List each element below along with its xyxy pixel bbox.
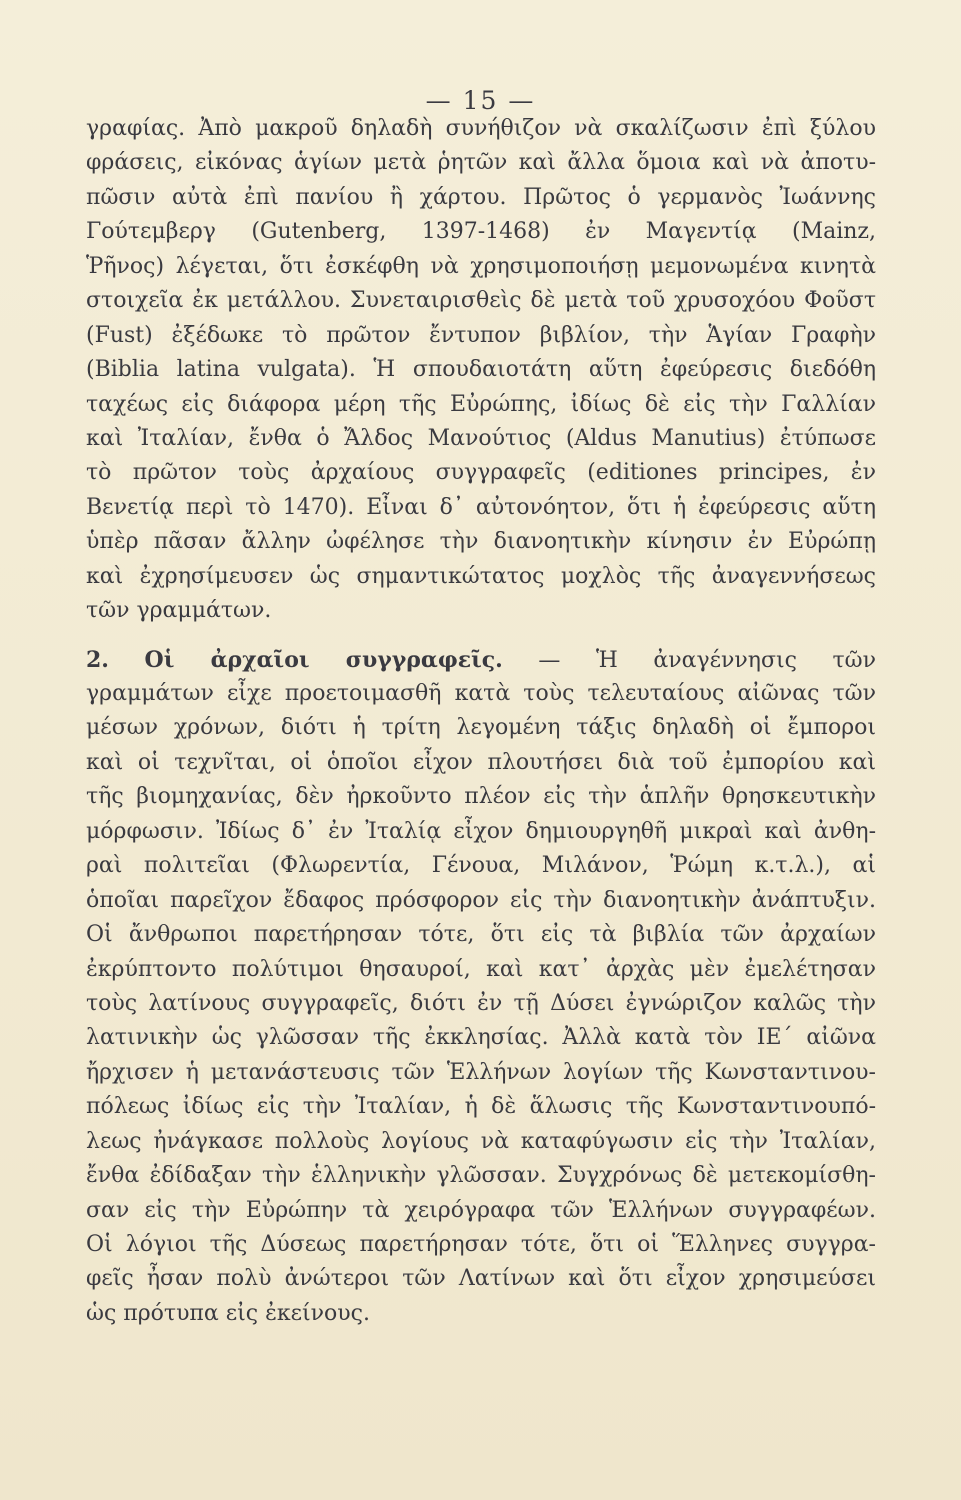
text-line: μέσων χρόνων, διότι ἡ τρίτη λεγομένη τάξις δηλαδὴ οἱ ἔμποροι [86,715,876,741]
text-line: ταχέως εἰς διάφορα μέρη τῆς Εὐρώπης, ἰδίως δὲ εἰς τὴν Γαλλίαν [86,391,876,417]
section-heading-line [86,643,876,677]
text-line: γραμμάτων εἶχε προετοιμασθῆ κατὰ τοὺς τελευταίους αἰῶνας τῶν [86,681,876,706]
paragraph-ancient-authors [86,677,876,1331]
text-line: Βενετίᾳ περὶ τὸ 1470). Εἶναι δ᾽ αὐτονόητον, ὅτι ἡ ἐφεύρεσις αὕτη [86,494,876,520]
text-line: ὁποῖαι παρεῖχον ἔδαφος πρόσφορον εἰς τὴν διανοητικὴν ἀνάπτυξιν. [86,887,876,913]
text-line: (Biblia latina vulgata). Ἡ σπουδαιοτάτη αὕτη ἐφεύρεσις διεδόθη [86,357,876,383]
text-line: πῶσιν αὐτὰ ἐπὶ πανίου ἢ χάρτου. Πρῶτος ὁ γερμανὸς Ἰωάννης [86,184,876,210]
text-line: λεως ἠνάγκασε πολλοὺς λογίους νὰ καταφύγωσιν εἰς τὴν Ἰταλίαν, [86,1128,876,1154]
text-line: ἔνθα ἐδίδαξαν τὴν ἑλληνικὴν γλῶσσαν. Συγχρόνως δὲ μετεκομίσθη- [86,1163,876,1189]
text-line: Γούτεμβεργ (Gutenberg, 1397-1468) ἐν Μαγεντίᾳ (Mainz, [86,219,876,245]
text-line: Ῥῆνος) λέγεται, ὅτι ἐσκέφθη νὰ χρησιμοποιήσῃ μεμονωμένα κινητὰ [86,253,876,279]
text-line: φράσεις, εἰκόνας ἁγίων μετὰ ῥητῶν καὶ ἄλλα ὅμοια καὶ νὰ ἀποτυ- [86,150,876,176]
text-line: στοιχεῖα ἐκ μετάλλου. Συνεταιρισθεὶς δὲ μετὰ τοῦ χρυσοχόου Φοῦστ [86,288,876,314]
text-line: καὶ οἱ τεχνῖται, οἱ ὁποῖοι εἶχον πλουτήσει διὰ τοῦ ἐμπορίου καὶ [86,749,876,775]
text-line: ὑπὲρ πᾶσαν ἄλλην ὠφέλησε τὴν διανοητικὴν κίνησιν ἐν Εὐρώπῃ [86,529,876,555]
text-line: ἐκρύπτοντο πολύτιμοι θησαυροί, καὶ κατ᾽ ἀρχὰς μὲν ἐμελέτησαν [86,956,876,982]
text-line: καὶ Ἰταλίαν, ἔνθα ὁ Ἄλδος Μανούτιος (Aldus Manutius) ἐτύπωσε [86,425,876,451]
page-text [86,112,876,1331]
text-line: ἤρχισεν ἡ μετανάστευσις τῶν Ἑλλήνων λογίων τῆς Κωνσταντινου- [86,1059,876,1085]
section-title: Οἱ ἀρχαῖοι συγγραφεῖς. [144,646,503,673]
text-line: Οἱ ἄνθρωποι παρετήρησαν τότε, ὅτι εἰς τὰ βιβλία τῶν ἀρχαίων [86,922,876,948]
text-line: τῶν γραμμάτων. [86,598,272,624]
page-number: — 15 — [425,86,536,115]
text-line: φεῖς ἦσαν πολὺ ἀνώτεροι τῶν Λατίνων καὶ ὅτι εἶχον χρησιμεύσει [86,1266,876,1292]
section-number: 2. [86,646,109,673]
paragraph-printing [86,112,876,629]
text-line: Οἱ λόγιοι τῆς Δύσεως παρετήρησαν τότε, ὅτι οἱ Ἕλληνες συγγρα- [86,1232,876,1257]
text-line: λατινικὴν ὡς γλῶσσαν τῆς ἐκκλησίας. Ἀλλὰ κατὰ τὸν ΙΕ΄ αἰῶνα [86,1025,876,1051]
text-line: πόλεως ἰδίως εἰς τὴν Ἰταλίαν, ἡ δὲ ἅλωσις τῆς Κωνσταντινουπό- [86,1094,876,1120]
text-line: τῆς βιομηχανίας, δὲν ἠρκοῦντο πλέον εἰς τὴν ἁπλῆν θρησκευτικὴν [86,784,876,810]
section-first-line-text: — Ἡ ἀναγέννησις τῶν [538,647,876,673]
text-line: μόρφωσιν. Ἰδίως δ᾽ ἐν Ἰταλίᾳ εἶχον δημιουργηθῆ μικραὶ καὶ ἀνθη- [86,818,876,844]
text-line: καὶ ἐχρησίμευσεν ὡς σημαντικώτατος μοχλὸς τῆς ἀναγεννήσεως [86,563,876,589]
text-line: ὡς πρότυπα εἰς ἐκείνους. [86,1300,370,1326]
text-line: γραφίας. Ἀπὸ μακροῦ δηλαδὴ συνήθιζον νὰ σκαλίζωσιν ἐπὶ ξύλου [86,116,876,141]
text-line: τοὺς λατίνους συγγραφεῖς, διότι ἐν τῇ Δύσει ἐγνώριζον καλῶς τὴν [86,990,876,1016]
text-line: (Fust) ἐξέδωκε τὸ πρῶτον ἔντυπον βιβλίον, τὴν Ἁγίαν Γραφὴν [86,322,876,348]
text-line: ραὶ πολιτεῖαι (Φλωρεντία, Γένουα, Μιλάνον, Ῥώμη κ.τ.λ.), αἱ [86,853,876,879]
text-line: τὸ πρῶτον τοὺς ἀρχαίους συγγραφεῖς (editiones principes, ἐν [86,460,876,486]
text-line: σαν εἰς τὴν Εὐρώπην τὰ χειρόγραφα τῶν Ἑλλήνων συγγραφέων. [86,1197,876,1223]
